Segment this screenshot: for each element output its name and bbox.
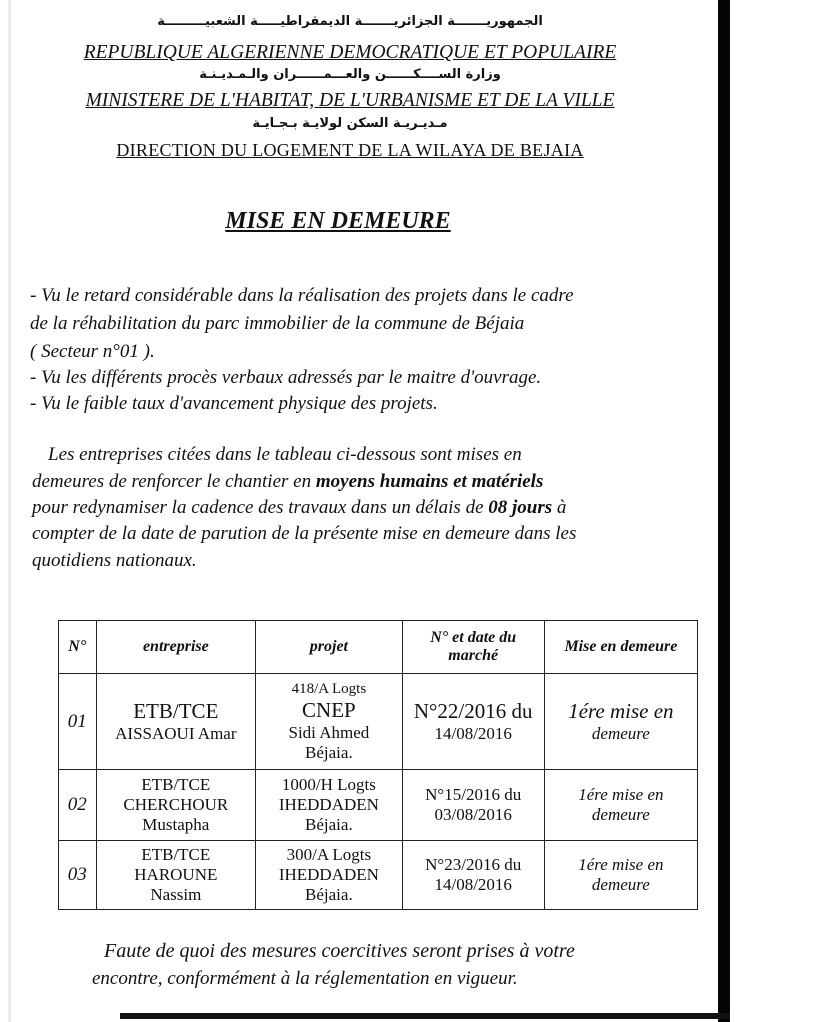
arabic-direction-heading: مـديـريـة السكن لولايـة بـجـايـة: [252, 116, 448, 131]
marche-line: N°22/2016 du: [413, 699, 533, 723]
mise-line: 1ére mise en: [578, 855, 664, 874]
projet-line: 300/A Logts: [286, 845, 372, 864]
paragraph-text: demeures de renforcer le chantier en: [32, 471, 316, 492]
marche-line: 14/08/2016: [434, 724, 512, 743]
cell-mise-en-demeure: [544, 770, 697, 841]
mise-line: demeure: [591, 805, 650, 824]
projet-line: 1000/H Logts: [281, 775, 376, 794]
contracts-table: [58, 620, 698, 910]
entreprise-line: ETB/TCE: [141, 775, 211, 794]
consideration-line: - Vu le retard considérable dans la réalisation des projets dans le cadre: [30, 285, 574, 306]
cell-no: 03: [59, 841, 97, 910]
header-entreprise: entreprise: [96, 621, 256, 674]
header-marche-line1: N° et date du: [430, 629, 517, 646]
marche-line: 14/08/2016: [434, 875, 512, 894]
cell-marche: [402, 674, 544, 770]
entreprise-line: ETB/TCE: [141, 845, 211, 864]
cell-marche: [402, 841, 544, 910]
cell-no: 02: [59, 770, 97, 841]
entreprise-line: CHERCHOUR: [123, 795, 229, 814]
header-no: N°: [59, 621, 97, 674]
entreprise-line: ETB/TCE: [133, 699, 219, 723]
marche-line: 03/08/2016: [434, 805, 512, 824]
scan-bottom-border: [120, 1013, 730, 1019]
entreprise-line: Nassim: [150, 885, 202, 904]
paragraph-line: Les entreprises citées dans le tableau ci-dessous sont mises en: [48, 444, 522, 465]
header-projet: projet: [256, 621, 403, 674]
consideration-line: de la réhabilitation du parc immobilier de la commune de Béjaia: [30, 313, 525, 334]
paragraph-line: [32, 471, 543, 493]
table-row: [59, 674, 698, 770]
paragraph-emphasis: moyens humains et matériels: [315, 471, 544, 492]
entreprise-line: AISSAOUI Amar: [115, 724, 237, 743]
paragraph-text: pour redynamiser la cadence des travaux dans un délais de: [32, 497, 489, 518]
mise-line: demeure: [591, 724, 650, 743]
consideration-line: ( Secteur n°01 ).: [30, 341, 155, 362]
table-row: [59, 841, 698, 910]
projet-line: IHEDDADEN: [278, 865, 379, 884]
closing-line: Faute de quoi des mesures coercitives seront prises à votre: [104, 940, 575, 962]
table-header-row: [59, 621, 698, 674]
direction-heading: DIRECTION DU LOGEMENT DE LA WILAYA DE BEJAIA: [116, 140, 584, 160]
paragraph-line: [32, 497, 566, 519]
consideration-line: - Vu le faible taux d'avancement physique des projets.: [30, 393, 438, 414]
header-marche-line2: marché: [448, 647, 499, 664]
header-marche: [402, 621, 544, 674]
entreprise-line: Mustapha: [142, 815, 210, 834]
marche-line: N°23/2016 du: [425, 855, 522, 874]
cell-entreprise: [96, 674, 256, 770]
entreprise-line: HAROUNE: [134, 865, 218, 884]
deadline-emphasis: 08 jours: [488, 497, 553, 518]
mise-line: demeure: [591, 875, 650, 894]
mise-line: 1ére mise en: [578, 785, 664, 804]
header-mise-en-demeure: Mise en demeure: [544, 621, 697, 674]
cell-entreprise: [96, 841, 256, 910]
cell-mise-en-demeure: [544, 841, 697, 910]
projet-line: Béjaia.: [305, 815, 353, 834]
document-title: MISE EN DEMEURE: [225, 208, 451, 234]
paragraph-line: compter de la date de parution de la présente mise en demeure dans les: [32, 523, 577, 544]
marche-line: N°15/2016 du: [425, 785, 522, 804]
cell-mise-en-demeure: [544, 674, 697, 770]
paragraph-line: quotidiens nationaux.: [32, 550, 197, 571]
cell-projet: [256, 674, 403, 770]
projet-line: CNEP: [302, 697, 356, 722]
cell-entreprise: [96, 770, 256, 841]
projet-line: Béjaia.: [305, 885, 353, 904]
cell-projet: [256, 770, 403, 841]
closing-line: encontre, conformément à la réglementation en vigueur.: [92, 968, 518, 989]
ministry-heading: MINISTERE DE L'HABITAT, DE L'URBANISME ET DE LA VILLE: [85, 90, 615, 111]
projet-line: Sidi Ahmed: [288, 722, 370, 742]
paragraph-text: à: [552, 497, 567, 518]
projet-line: Béjaia.: [305, 742, 353, 762]
cell-projet: [256, 841, 403, 910]
arabic-republic-heading: الجمهوريـــــــة الجزائريـــــــة الديمقراطيـــــة الشعبيـــــــــة: [157, 14, 543, 29]
table-row: [59, 770, 698, 841]
cell-no: 01: [59, 674, 97, 770]
consideration-line: - Vu les différents procès verbaux adressés par le maitre d'ouvrage.: [30, 367, 542, 388]
scan-right-border: [718, 0, 730, 1022]
republic-heading: REPUBLIQUE ALGERIENNE DEMOCRATIQUE ET POPULAIRE: [83, 42, 617, 63]
projet-line: IHEDDADEN: [278, 795, 379, 814]
arabic-ministry-heading: وزارة الســــكــــــن والعـــمــــــران والـمـديـنـة: [199, 67, 501, 82]
mise-line: 1ére mise en: [568, 699, 674, 723]
projet-line: 418/A Logts: [291, 680, 367, 697]
cell-marche: [402, 770, 544, 841]
